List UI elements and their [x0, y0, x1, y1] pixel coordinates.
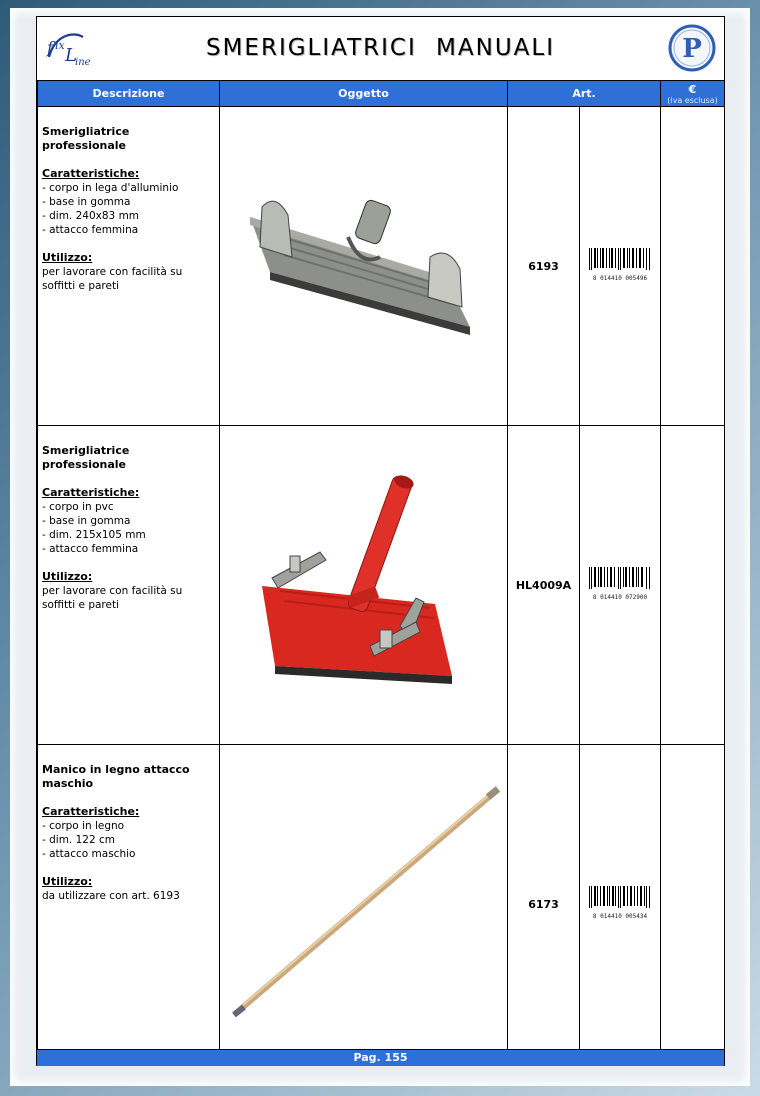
- col-oggetto: Oggetto: [220, 81, 508, 107]
- feature: - attacco femmina: [42, 543, 139, 555]
- image-cell: [220, 426, 508, 745]
- barcode-cell: [580, 107, 661, 426]
- barcode-cell: [580, 745, 661, 1064]
- desc-cell: [38, 426, 220, 745]
- product-name: Manico in legno attacco maschio: [42, 763, 190, 790]
- feature: - dim. 215x105 mm: [42, 529, 146, 541]
- table-row: [38, 107, 725, 426]
- image-cell: [220, 107, 508, 426]
- price-cell: [661, 426, 725, 745]
- art-number: 6173: [508, 745, 580, 1064]
- page-title: SMERIGLIATRICI MANUALI: [205, 35, 556, 61]
- product-table: [37, 80, 725, 1064]
- feature: - attacco femmina: [42, 224, 139, 236]
- barcode-bars: [587, 886, 653, 908]
- aluminium-sander-image: [220, 107, 508, 421]
- feature: - corpo in pvc: [42, 501, 114, 513]
- svg-text:P: P: [682, 34, 702, 64]
- feature: - dim. 122 cm: [42, 834, 115, 846]
- svg-text:L: L: [65, 45, 77, 66]
- product-name: Smerigliatrice professionale: [42, 125, 130, 152]
- price-cell: [661, 107, 725, 426]
- feature: - base in gomma: [42, 196, 131, 208]
- product-name: Smerigliatrice professionale: [42, 444, 130, 471]
- barcode: [587, 248, 653, 282]
- catalog-sheet: [36, 16, 725, 1066]
- usage-text: per lavorare con facilità su soffitti e pareti: [42, 585, 183, 611]
- col-price: € (iva esclusa): [661, 81, 725, 107]
- feature: - dim. 240x83 mm: [42, 210, 140, 222]
- usage-label: Utilizzo:: [42, 875, 93, 888]
- barcode-number: 8 014410 072900: [592, 594, 648, 601]
- barcode-bars: [587, 567, 653, 589]
- col-descrizione: Descrizione: [38, 81, 220, 107]
- barcode-cell: [580, 426, 661, 745]
- desc-cell: [38, 107, 220, 426]
- barcode-bars: [587, 248, 653, 270]
- features-label: Caratteristiche:: [42, 486, 140, 499]
- barcode: [587, 567, 653, 601]
- feature: - corpo in legno: [42, 820, 125, 832]
- features-label: Caratteristiche:: [42, 805, 140, 818]
- p-badge-icon: [668, 24, 716, 72]
- usage-text: per lavorare con facilità su soffitti e pareti: [42, 266, 183, 292]
- art-number: 6193: [508, 107, 580, 426]
- feature: - base in gomma: [42, 515, 131, 527]
- barcode-number: 8 014410 005496: [592, 275, 648, 282]
- feature: - attacco maschio: [42, 848, 136, 860]
- feature: - corpo in lega d'alluminio: [42, 182, 179, 194]
- price-cell: [661, 745, 725, 1064]
- table-row: [38, 745, 725, 1064]
- barcode-number: 8 014410 005434: [592, 913, 648, 920]
- usage-label: Utilizzo:: [42, 570, 93, 583]
- svg-text:ine: ine: [75, 57, 91, 68]
- table-row: [38, 426, 725, 745]
- svg-text:f: f: [47, 38, 53, 57]
- image-cell: [220, 745, 508, 1064]
- features-label: Caratteristiche:: [42, 167, 140, 180]
- usage-text: da utilizzare con art. 6193: [42, 890, 180, 902]
- barcode: [587, 886, 653, 920]
- red-pvc-sander-image: [220, 426, 508, 740]
- desc-cell: [38, 745, 220, 1064]
- art-number: HL4009A: [508, 426, 580, 745]
- page-header: [37, 17, 724, 81]
- svg-text:ix: ix: [55, 39, 65, 52]
- col-art: Art.: [508, 81, 661, 107]
- usage-label: Utilizzo:: [42, 251, 93, 264]
- wooden-handle-image: [220, 745, 508, 1059]
- page-number: Pag. 155: [37, 1049, 724, 1066]
